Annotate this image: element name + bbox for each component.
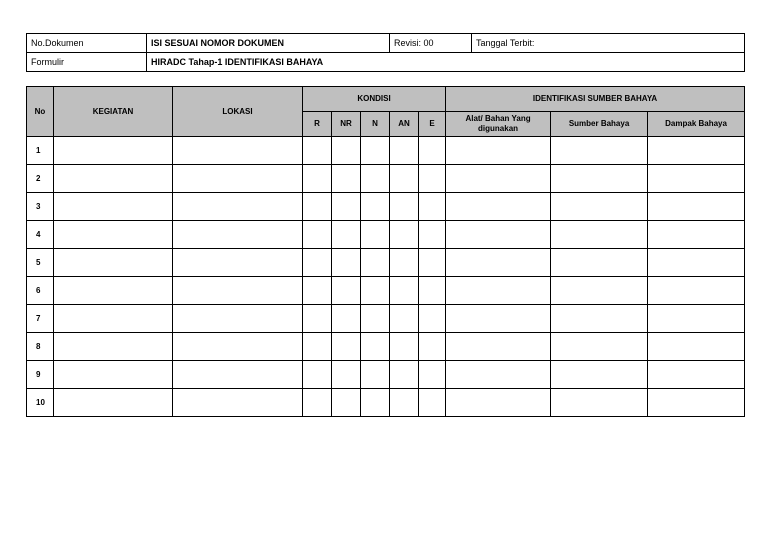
table-row	[27, 137, 745, 165]
kondisi-an-cell[interactable]	[390, 361, 419, 389]
alat-bahan-cell[interactable]	[446, 333, 551, 361]
subheader-kondisi-n: N	[361, 112, 390, 137]
row-number: 9	[27, 361, 54, 389]
table-row	[27, 193, 745, 221]
revision-label: Revisi: 00	[390, 34, 472, 53]
column-header-no: No	[27, 87, 54, 137]
table-row	[27, 389, 745, 417]
kegiatan-cell[interactable]	[54, 305, 173, 333]
dampak-bahaya-cell[interactable]	[648, 249, 745, 277]
dampak-bahaya-cell[interactable]	[648, 221, 745, 249]
kondisi-n-cell[interactable]	[361, 137, 390, 165]
kondisi-an-cell[interactable]	[390, 277, 419, 305]
kondisi-r-cell[interactable]	[303, 333, 332, 361]
alat-bahan-cell[interactable]	[446, 137, 551, 165]
sumber-bahaya-cell[interactable]	[551, 249, 648, 277]
kondisi-e-cell[interactable]	[419, 249, 446, 277]
kondisi-n-cell[interactable]	[361, 389, 390, 417]
alat-bahan-cell[interactable]	[446, 277, 551, 305]
table-row	[27, 221, 745, 249]
lokasi-cell[interactable]	[173, 277, 303, 305]
lokasi-cell[interactable]	[173, 361, 303, 389]
kondisi-an-cell[interactable]	[390, 165, 419, 193]
doc-no-label: No.Dokumen	[27, 34, 147, 53]
form-title: HIRADC Tahap-1 IDENTIFIKASI BAHAYA	[147, 53, 745, 72]
subheader-kondisi-an: AN	[390, 112, 419, 137]
kondisi-an-cell[interactable]	[390, 249, 419, 277]
kondisi-e-cell[interactable]	[419, 361, 446, 389]
row-number: 7	[27, 305, 54, 333]
table-header-row-1	[27, 87, 745, 112]
kegiatan-cell[interactable]	[54, 333, 173, 361]
sumber-bahaya-cell[interactable]	[551, 305, 648, 333]
doc-no-value: ISI SESUAI NOMOR DOKUMEN	[147, 34, 390, 53]
kondisi-nr-cell[interactable]	[332, 165, 361, 193]
kondisi-e-cell[interactable]	[419, 193, 446, 221]
sumber-bahaya-cell[interactable]	[551, 277, 648, 305]
row-number: 10	[27, 389, 54, 417]
row-number: 6	[27, 277, 54, 305]
column-header-lokasi: LOKASI	[173, 87, 303, 137]
kondisi-nr-cell[interactable]	[332, 221, 361, 249]
sumber-bahaya-cell[interactable]	[551, 333, 648, 361]
kondisi-e-cell[interactable]	[419, 277, 446, 305]
kondisi-n-cell[interactable]	[361, 193, 390, 221]
kondisi-e-cell[interactable]	[419, 221, 446, 249]
lokasi-cell[interactable]	[173, 193, 303, 221]
kondisi-nr-cell[interactable]	[332, 389, 361, 417]
subheader-kondisi-e: E	[419, 112, 446, 137]
row-number: 2	[27, 165, 54, 193]
kondisi-nr-cell[interactable]	[332, 361, 361, 389]
kondisi-e-cell[interactable]	[419, 333, 446, 361]
kondisi-n-cell[interactable]	[361, 305, 390, 333]
table-row	[27, 361, 745, 389]
lokasi-cell[interactable]	[173, 221, 303, 249]
kondisi-an-cell[interactable]	[390, 193, 419, 221]
kondisi-nr-cell[interactable]	[332, 277, 361, 305]
column-header-kegiatan: KEGIATAN	[54, 87, 173, 137]
kondisi-nr-cell[interactable]	[332, 305, 361, 333]
kegiatan-cell[interactable]	[54, 193, 173, 221]
sumber-bahaya-cell[interactable]	[551, 221, 648, 249]
kondisi-e-cell[interactable]	[419, 165, 446, 193]
lokasi-cell[interactable]	[173, 389, 303, 417]
document-header-table	[26, 33, 745, 72]
kondisi-e-cell[interactable]	[419, 137, 446, 165]
form-label: Formulir	[27, 53, 147, 72]
subheader-dampak-bahaya: Dampak Bahaya	[648, 112, 745, 137]
sumber-bahaya-cell[interactable]	[551, 193, 648, 221]
row-number: 4	[27, 221, 54, 249]
dampak-bahaya-cell[interactable]	[648, 361, 745, 389]
kondisi-n-cell[interactable]	[361, 249, 390, 277]
dampak-bahaya-cell[interactable]	[648, 137, 745, 165]
kondisi-nr-cell[interactable]	[332, 137, 361, 165]
kondisi-an-cell[interactable]	[390, 389, 419, 417]
alat-bahan-cell[interactable]	[446, 193, 551, 221]
kondisi-nr-cell[interactable]	[332, 249, 361, 277]
dampak-bahaya-cell[interactable]	[648, 165, 745, 193]
header-row-document	[27, 34, 745, 53]
table-row	[27, 249, 745, 277]
sumber-bahaya-cell[interactable]	[551, 165, 648, 193]
kegiatan-cell[interactable]	[54, 361, 173, 389]
table-row	[27, 277, 745, 305]
column-header-identifikasi: IDENTIFIKASI SUMBER BAHAYA	[446, 87, 745, 112]
row-number: 1	[27, 137, 54, 165]
row-number: 8	[27, 333, 54, 361]
table-body	[27, 137, 745, 417]
subheader-alat-bahan: Alat/ Bahan Yang digunakan	[446, 112, 551, 137]
dampak-bahaya-cell[interactable]	[648, 333, 745, 361]
row-number: 3	[27, 193, 54, 221]
alat-bahan-cell[interactable]	[446, 305, 551, 333]
kegiatan-cell[interactable]	[54, 277, 173, 305]
header-row-form	[27, 53, 745, 72]
alat-bahan-cell[interactable]	[446, 389, 551, 417]
lokasi-cell[interactable]	[173, 333, 303, 361]
hiradc-table	[26, 86, 745, 417]
sumber-bahaya-cell[interactable]	[551, 361, 648, 389]
kondisi-an-cell[interactable]	[390, 137, 419, 165]
kondisi-n-cell[interactable]	[361, 333, 390, 361]
kondisi-r-cell[interactable]	[303, 305, 332, 333]
kegiatan-cell[interactable]	[54, 165, 173, 193]
subheader-kondisi-nr: NR	[332, 112, 361, 137]
kondisi-r-cell[interactable]	[303, 137, 332, 165]
kondisi-e-cell[interactable]	[419, 305, 446, 333]
kondisi-nr-cell[interactable]	[332, 193, 361, 221]
kondisi-e-cell[interactable]	[419, 389, 446, 417]
dampak-bahaya-cell[interactable]	[648, 193, 745, 221]
kondisi-r-cell[interactable]	[303, 277, 332, 305]
sumber-bahaya-cell[interactable]	[551, 389, 648, 417]
table-row	[27, 165, 745, 193]
kondisi-n-cell[interactable]	[361, 277, 390, 305]
column-header-kondisi: KONDISI	[303, 87, 446, 112]
kondisi-an-cell[interactable]	[390, 305, 419, 333]
kegiatan-cell[interactable]	[54, 249, 173, 277]
dampak-bahaya-cell[interactable]	[648, 389, 745, 417]
dampak-bahaya-cell[interactable]	[648, 277, 745, 305]
lokasi-cell[interactable]	[173, 305, 303, 333]
lokasi-cell[interactable]	[173, 249, 303, 277]
row-number: 5	[27, 249, 54, 277]
dampak-bahaya-cell[interactable]	[648, 305, 745, 333]
kondisi-r-cell[interactable]	[303, 193, 332, 221]
alat-bahan-cell[interactable]	[446, 361, 551, 389]
kegiatan-cell[interactable]	[54, 137, 173, 165]
kondisi-nr-cell[interactable]	[332, 333, 361, 361]
kegiatan-cell[interactable]	[54, 221, 173, 249]
sumber-bahaya-cell[interactable]	[551, 137, 648, 165]
table-row	[27, 305, 745, 333]
lokasi-cell[interactable]	[173, 137, 303, 165]
kondisi-an-cell[interactable]	[390, 221, 419, 249]
subheader-sumber-bahaya: Sumber Bahaya	[551, 112, 648, 137]
subheader-kondisi-r: R	[303, 112, 332, 137]
kondisi-n-cell[interactable]	[361, 361, 390, 389]
kondisi-r-cell[interactable]	[303, 165, 332, 193]
kegiatan-cell[interactable]	[54, 389, 173, 417]
kondisi-n-cell[interactable]	[361, 165, 390, 193]
kondisi-n-cell[interactable]	[361, 221, 390, 249]
kondisi-r-cell[interactable]	[303, 249, 332, 277]
alat-bahan-cell[interactable]	[446, 165, 551, 193]
kondisi-r-cell[interactable]	[303, 221, 332, 249]
kondisi-r-cell[interactable]	[303, 389, 332, 417]
issue-date-label: Tanggal Terbit:	[472, 34, 745, 53]
table-row	[27, 333, 745, 361]
lokasi-cell[interactable]	[173, 165, 303, 193]
alat-bahan-cell[interactable]	[446, 249, 551, 277]
alat-bahan-cell[interactable]	[446, 221, 551, 249]
kondisi-r-cell[interactable]	[303, 361, 332, 389]
kondisi-an-cell[interactable]	[390, 333, 419, 361]
